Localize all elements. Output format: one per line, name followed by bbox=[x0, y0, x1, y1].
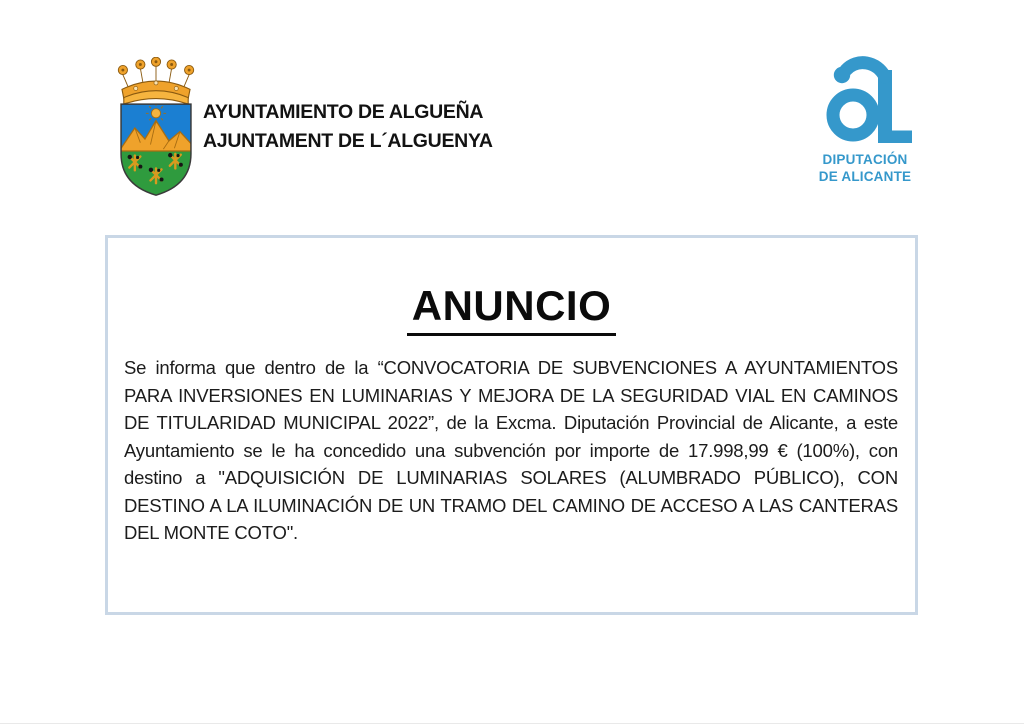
diputacion-wordmark bbox=[812, 151, 918, 185]
announcement-title bbox=[108, 282, 915, 336]
announcement-title-text: ANUNCIO bbox=[407, 282, 617, 336]
diputacion-alicante-logo bbox=[812, 54, 918, 185]
alguenya-coat-of-arms-icon bbox=[110, 57, 202, 199]
org-names bbox=[203, 98, 493, 156]
org-name-es: AYUNTAMIENTO DE ALGUEÑA bbox=[203, 101, 484, 123]
announcement-body: Se informa que dentro de la “CONVOCATORIA DE SUBVENCIONES A AYUNTAMIENTOS PARA INVERSIONES EN LUMINARIAS Y MEJORA DE LA SEGURIDAD VIAL EN CAMINOS DE TITULARIDAD MUNICIPAL 2022”, de la Excma. Diputación Provincial de Alicante, a este Ayuntamiento se le ha concedido una subvención por importe de 17.998,99 € (100%), con destino a "ADQUISICIÓN DE LUMINARIAS SOLARES (ALUMBRADO PÚBLICO), CON DESTINO A LA ILUMINACIÓN DE UN TRAMO DEL CAMINO DE ACCESO A LAS CANTERAS DEL MONTE COTO". bbox=[124, 357, 898, 543]
diputacion-wordmark-line1: DIPUTACIÓN bbox=[822, 152, 908, 167]
org-name-val: AJUNTAMENT DE L´ALGUENYA bbox=[203, 130, 493, 152]
announcement-box bbox=[105, 235, 918, 615]
diputacion-alicante-dl-logo-icon bbox=[815, 54, 915, 147]
diputacion-wordmark-line2: DE ALICANTE bbox=[818, 169, 912, 184]
